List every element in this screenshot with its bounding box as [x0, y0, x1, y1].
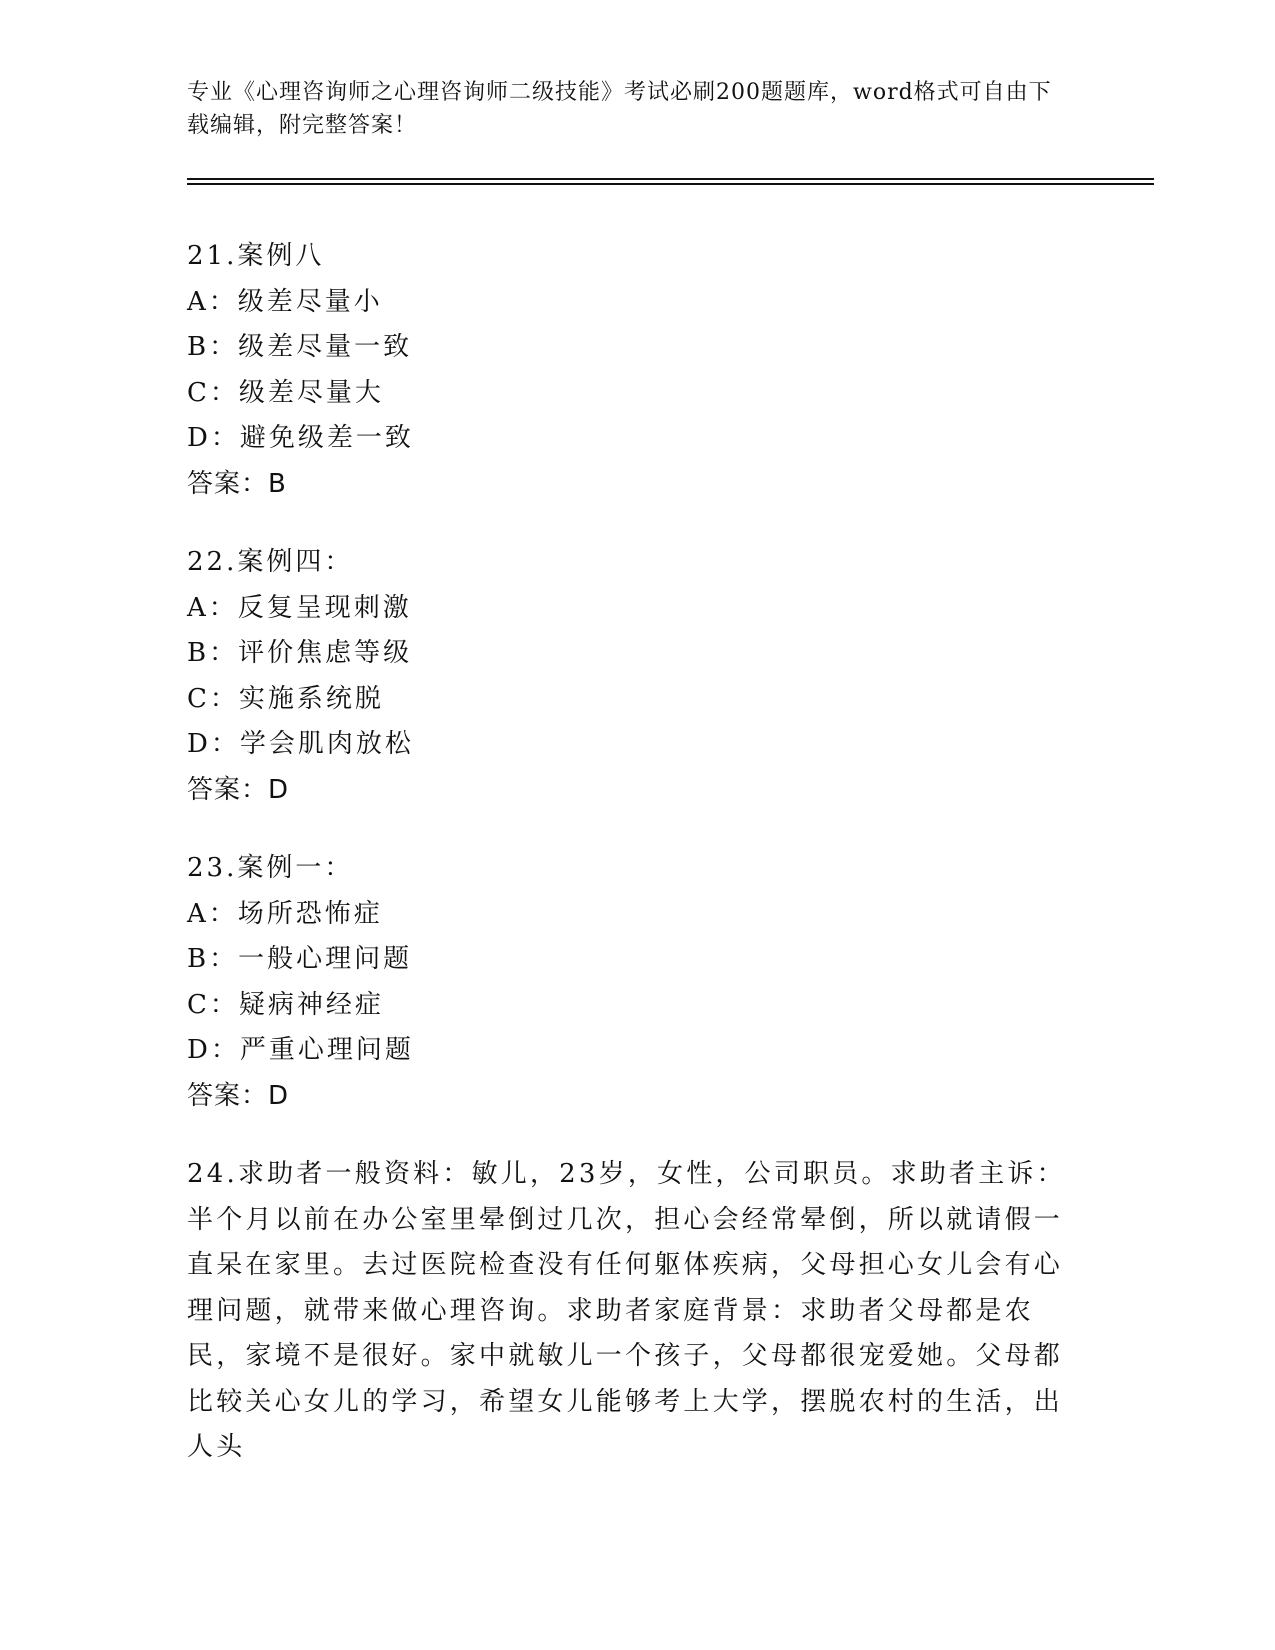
question-title: 21.案例八	[187, 241, 325, 271]
question-title: 23.案例一：	[187, 853, 354, 883]
question-21	[187, 234, 1087, 507]
option-d: D：避免级差一致	[187, 423, 414, 453]
option-b: B：级差尽量一致	[187, 332, 413, 362]
question-24-text: 24.求助者一般资料：敏儿，23岁，女性，公司职员。求助者主诉：半个月以前在办公室里晕倒过几次，担心会经常晕倒，所以就请假一直呆在家里。去过医院检查没有任何躯体疾病，父母担心女儿会有心理问题，就带来做心理咨询。求助者家庭背景：求助者父母都是农民，家境不是很好。家中就敏儿一个孩子，父母都很宠爱她。父母都比较关心女儿的学习，希望女儿能够考上大学，摆脱农村的生活，出人头	[187, 1159, 1066, 1462]
option-c: C：实施系统脱	[187, 683, 384, 714]
option-a: A：反复呈现刺激	[187, 592, 412, 623]
header-rule-bottom	[187, 183, 1154, 185]
option-a: A：级差尽量小	[187, 286, 383, 317]
option-b: B：一般心理问题	[187, 944, 413, 974]
answer: 答案：D	[187, 1080, 290, 1111]
question-23	[187, 846, 1087, 1119]
option-d: D：严重心理问题	[187, 1035, 414, 1065]
document-header: 专业《心理咨询师之心理咨询师二级技能》考试必刷200题题库，word格式可自由下载编辑，附完整答案！	[187, 80, 1052, 138]
option-c: C：级差尽量大	[187, 377, 384, 408]
option-b: B：评价焦虑等级	[187, 638, 413, 668]
answer: 答案：B	[187, 468, 287, 499]
answer: 答案：D	[187, 774, 290, 805]
question-title: 22.案例四：	[187, 547, 354, 577]
question-22	[187, 540, 1087, 813]
option-a: A：场所恐怖症	[187, 898, 383, 929]
option-c: C：疑病神经症	[187, 989, 384, 1020]
option-d: D：学会肌肉放松	[187, 729, 414, 759]
question-list	[187, 234, 1087, 1471]
header-rule-top	[187, 178, 1154, 180]
